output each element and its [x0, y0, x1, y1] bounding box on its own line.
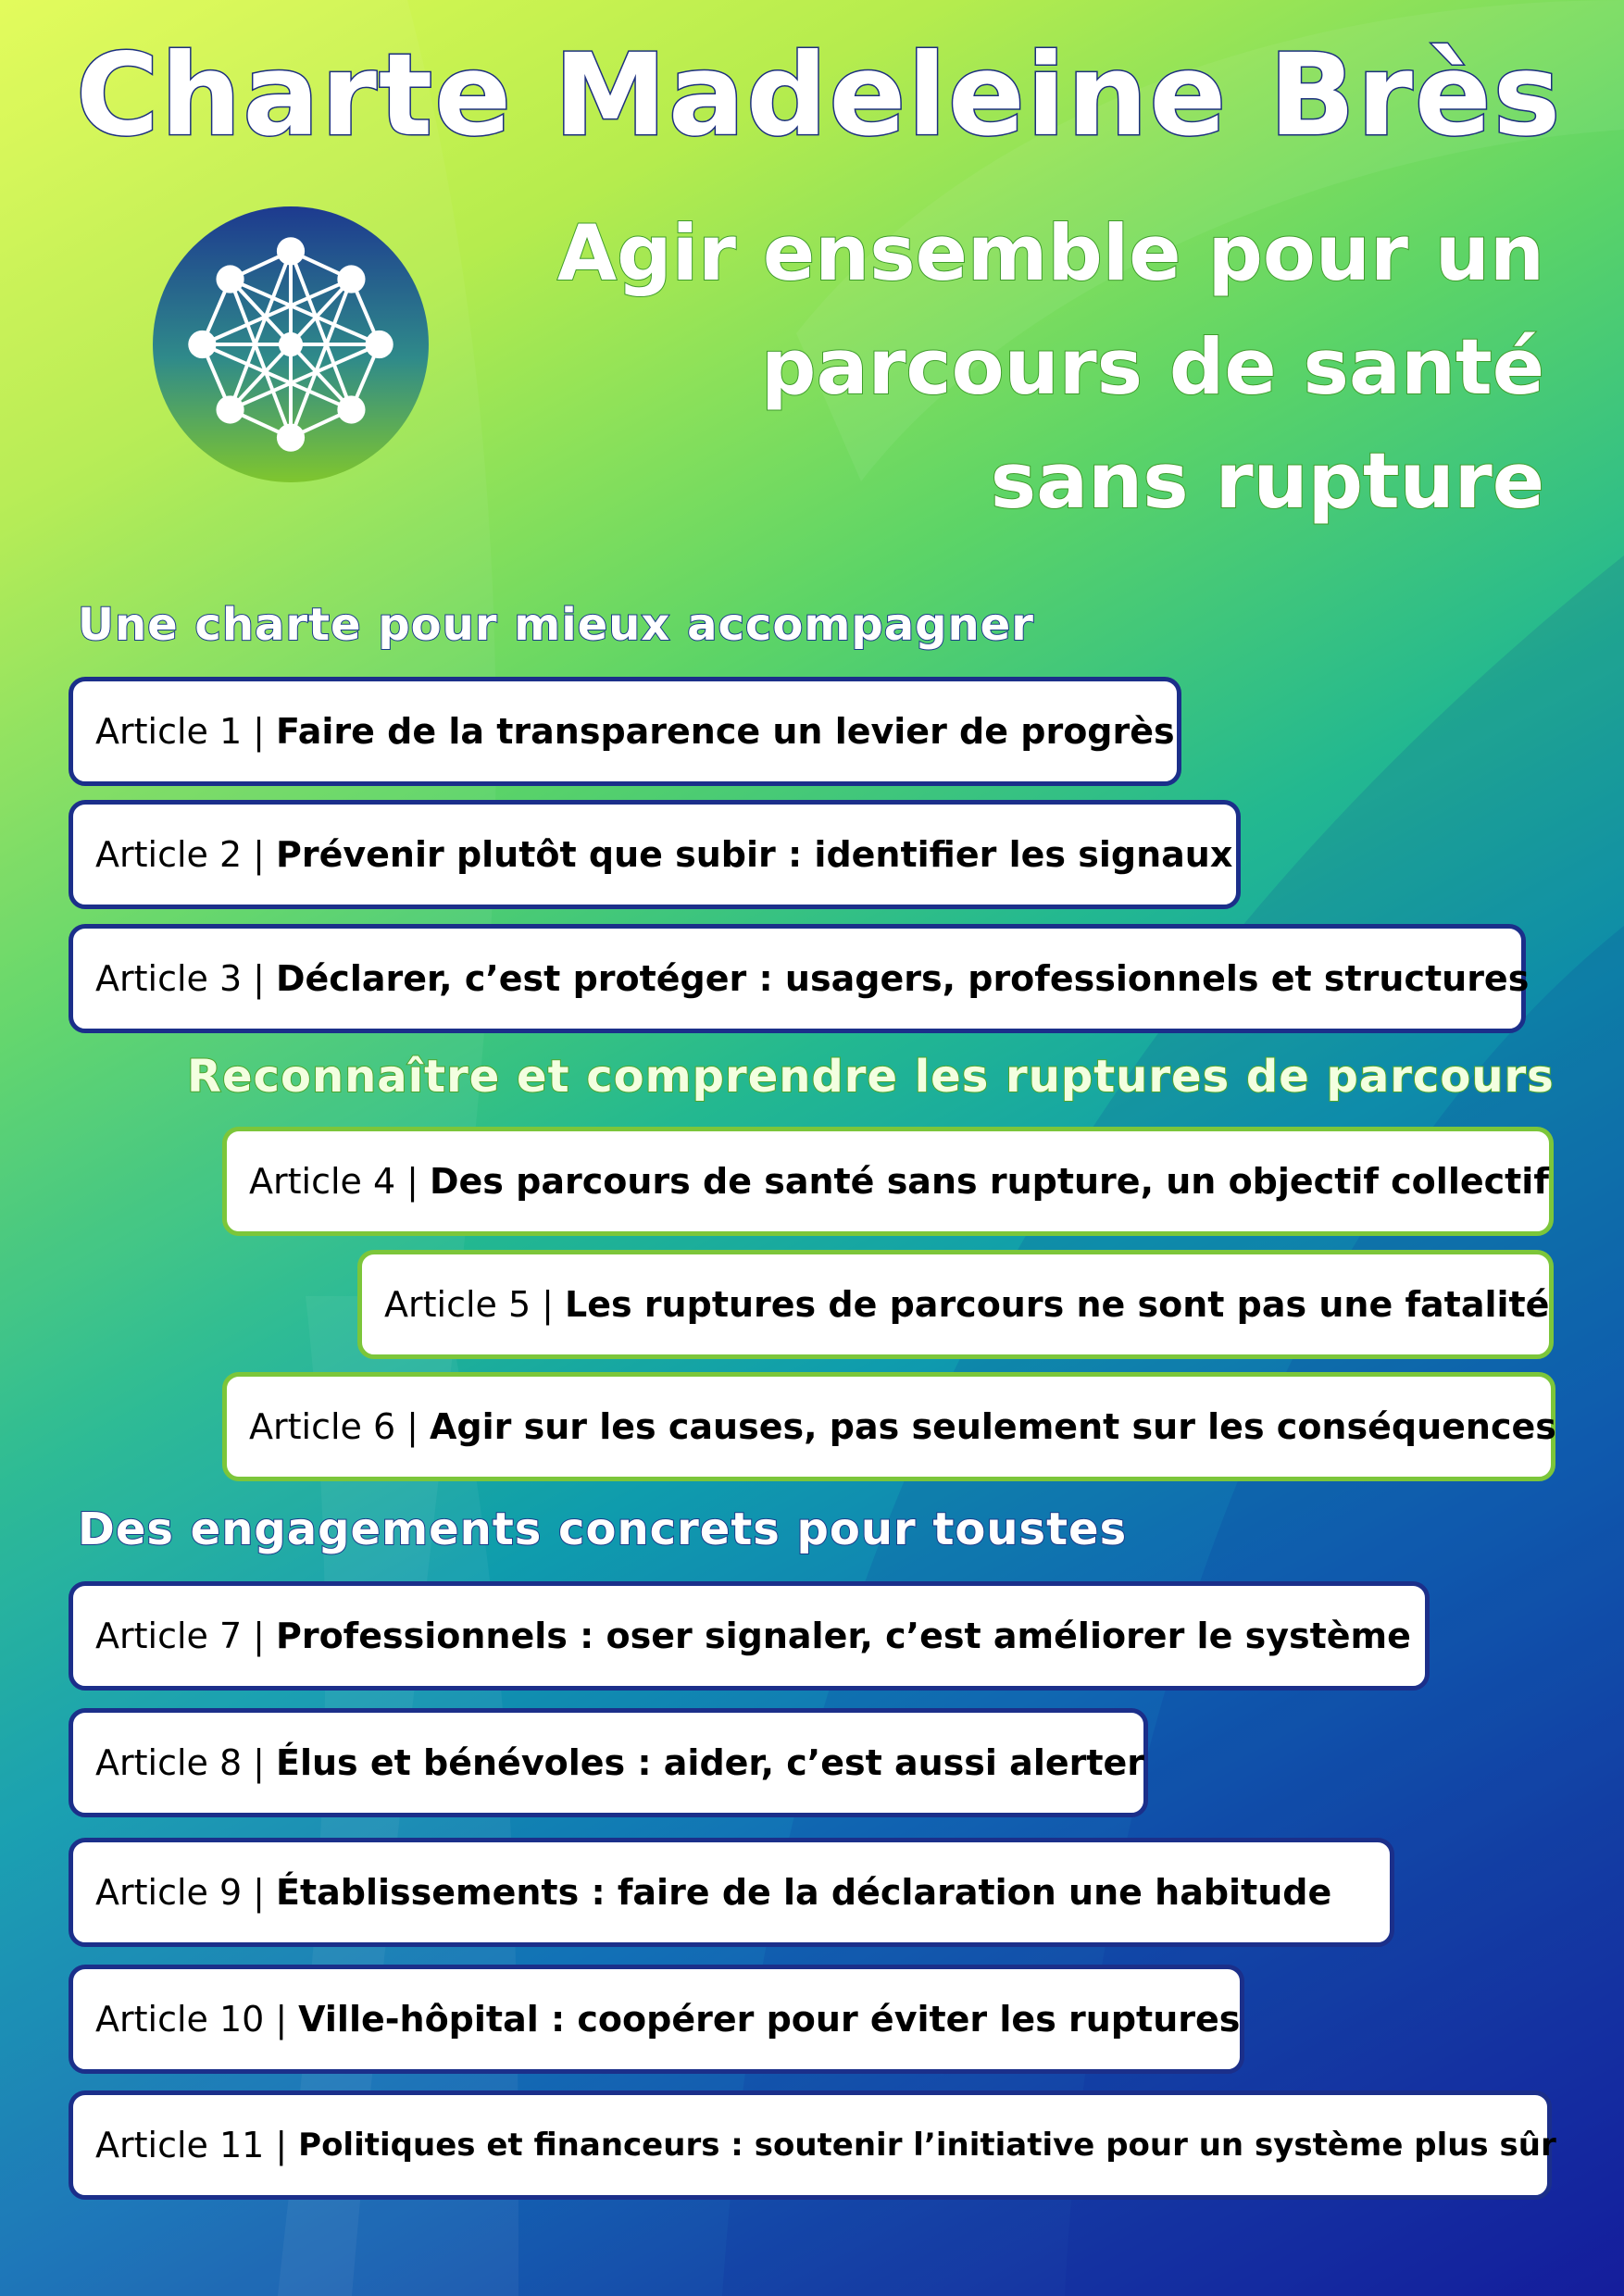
article-card — [69, 1838, 1394, 1947]
article-number: Article 1 — [95, 711, 243, 752]
article-number: Article 8 — [95, 1742, 243, 1783]
article-text: Ville-hôpital : coopérer pour éviter les ruptures — [298, 1999, 1241, 2040]
tagline-line: sans rupture — [990, 436, 1544, 526]
article-separator: | — [406, 1406, 418, 1447]
article-card — [69, 677, 1181, 786]
article-text: Politiques et financeurs : soutenir l’initiative pour un système plus sûr — [298, 2127, 1556, 2164]
page-title: Charte Madeleine Brès — [76, 30, 1563, 161]
article-text: Faire de la transparence un levier de progrès — [275, 711, 1175, 752]
article-text: Les ruptures de parcours ne sont pas une fatalité — [564, 1284, 1550, 1325]
article-number: Article 10 — [95, 1999, 265, 2040]
article-card — [69, 1581, 1430, 1691]
article-separator: | — [253, 834, 265, 875]
article-number: Article 2 — [95, 834, 243, 875]
article-card — [357, 1250, 1554, 1359]
article-text: Professionnels : oser signaler, c’est améliorer le système — [275, 1616, 1411, 1656]
article-number: Article 11 — [95, 2125, 265, 2165]
article-card — [69, 1708, 1148, 1817]
article-separator: | — [406, 1161, 418, 1202]
article-text: Agir sur les causes, pas seulement sur les conséquences — [429, 1406, 1556, 1447]
article-separator: | — [275, 1999, 288, 2040]
section-heading: Une charte pour mieux accompagner — [78, 599, 1034, 651]
article-separator: | — [275, 2125, 288, 2165]
tagline-line: Agir ensemble pour un — [556, 208, 1544, 298]
article-separator: | — [542, 1284, 554, 1325]
article-separator: | — [253, 958, 265, 999]
article-card — [222, 1372, 1555, 1481]
article-separator: | — [253, 1616, 265, 1656]
article-text: Élus et bénévoles : aider, c’est aussi alerter — [275, 1742, 1145, 1783]
article-number: Article 7 — [95, 1616, 243, 1656]
article-number: Article 4 — [249, 1161, 396, 1202]
article-text: Prévenir plutôt que subir : identifier les signaux — [275, 834, 1233, 875]
article-text: Établissements : faire de la déclaration une habitude — [275, 1872, 1332, 1913]
article-card — [222, 1127, 1554, 1236]
article-text: Des parcours de santé sans rupture, un objectif collectif — [429, 1161, 1549, 1202]
article-separator: | — [253, 711, 265, 752]
article-separator: | — [253, 1872, 265, 1913]
section-heading: Reconnaître et comprendre les ruptures de parcours — [187, 1051, 1555, 1103]
article-card — [69, 1965, 1244, 2074]
article-separator: | — [253, 1742, 265, 1783]
article-number: Article 5 — [384, 1284, 531, 1325]
article-number: Article 9 — [95, 1872, 243, 1913]
article-card — [69, 924, 1530, 1033]
article-card — [69, 2090, 1556, 2200]
network-wheel-icon — [151, 205, 431, 484]
tagline-line: parcours de santé — [761, 322, 1544, 412]
article-number: Article 6 — [249, 1406, 396, 1447]
article-number: Article 3 — [95, 958, 243, 999]
tagline — [480, 196, 1544, 538]
article-card — [69, 800, 1241, 909]
section-heading: Des engagements concrets pour toustes — [78, 1504, 1128, 1555]
article-text: Déclarer, c’est protéger : usagers, professionnels et structures — [275, 958, 1530, 999]
